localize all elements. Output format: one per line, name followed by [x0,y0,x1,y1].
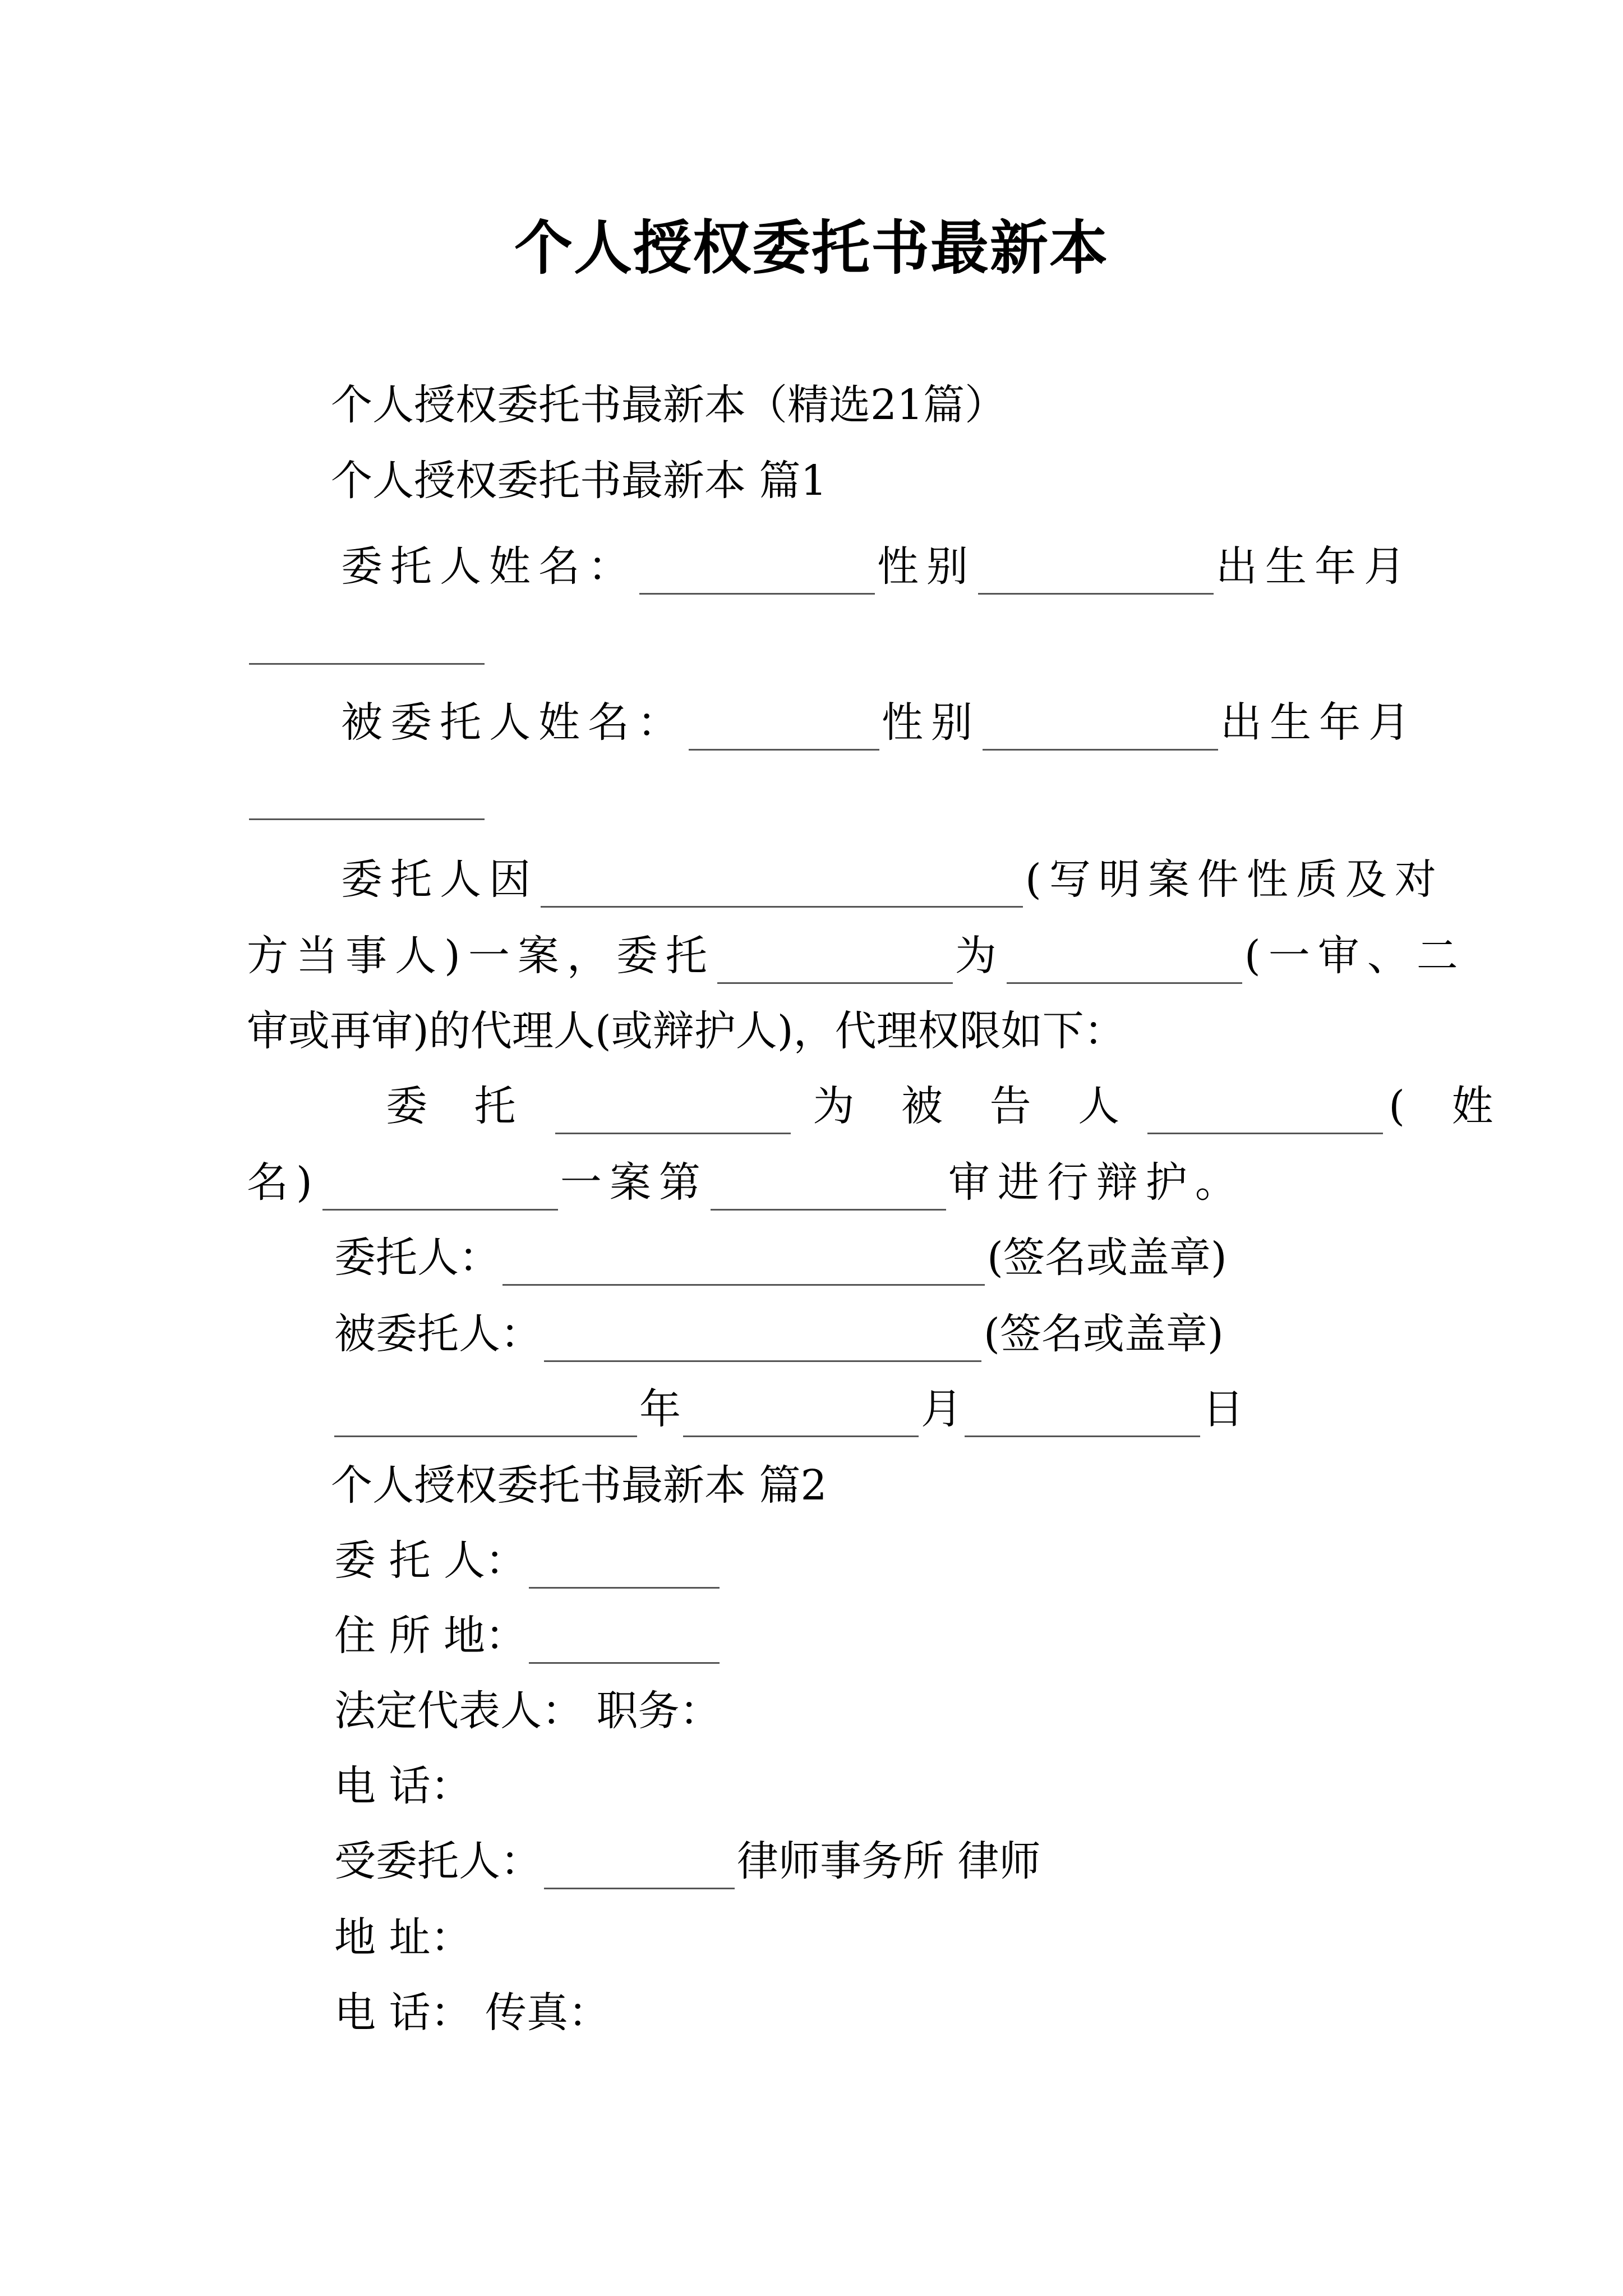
case-prefix: 委托人因 [341,855,538,904]
part2-addr2-text: 地 址： [334,1913,472,1962]
date-year-blank [334,1395,637,1437]
date-month-blank [683,1395,919,1437]
sign-principal-line [334,1230,1227,1286]
case-line2-c: (一审、二 [1244,932,1466,980]
agent-name-label: 被委托人姓名： [341,698,686,747]
sign-agent-label: 被委托人： [334,1310,542,1358]
auth-c: ( 姓 [1389,1082,1510,1130]
principal-birth-label: 出生年月 [1216,542,1413,591]
agent-birth-label: 出生年月 [1220,698,1418,747]
date-month-label: 月 [921,1385,962,1433]
agent-name-blank [689,708,879,751]
part2-phone-fax-text: 电 话： 传真： [334,1989,610,2037]
part2-phone-line [334,1758,472,1814]
principal-info-line [341,539,1413,595]
date-line [334,1381,1244,1437]
agent-gender-label: 性别 [882,698,980,747]
subtitle [331,377,1006,433]
part2-legal-rep-line [334,1683,721,1739]
sign-principal-suffix: (签名或盖章) [987,1234,1227,1282]
agent-gender-blank [983,708,1218,751]
agent-info-line [341,694,1418,751]
auth-line2-a: 名) [247,1158,320,1207]
part2-address-label: 住 所 地： [334,1612,527,1660]
part2-address-line [334,1608,722,1664]
sign-principal-blank [502,1244,985,1286]
agent-birth-blank [249,778,485,820]
case-entrust-blank [717,942,953,984]
subtitle-text: 个人授权委托书最新本（精选21篇） [331,381,1007,429]
auth-name-blank [322,1168,558,1211]
part2-agent-line [334,1833,1041,1889]
principal-gender-blank [978,553,1214,595]
auth-blank-2 [1147,1092,1383,1134]
part1-heading-text: 个人授权委托书最新本 篇1 [331,457,827,505]
auth-a: 委 托 [386,1082,533,1130]
part2-agent-label: 受委托人： [334,1837,542,1885]
part2-agent-blank [544,1847,735,1889]
case-line-1 [341,852,1444,908]
principal-name-label: 委托人姓名： [341,542,637,591]
part2-phone-text: 电 话： [334,1762,472,1810]
case-line-2 [247,928,1466,984]
part2-principal-line [334,1533,722,1589]
part2-addr2-line [334,1910,472,1966]
part1-heading [331,453,827,509]
part2-phone-fax-line [334,1985,610,2041]
principal-birth-blank [249,623,485,665]
date-day-label: 日 [1202,1385,1244,1433]
part2-principal-blank [529,1547,720,1589]
document-title: 个人授权委托书最新本 [514,213,1109,282]
auth-blank-1 [555,1092,791,1134]
case-line3-text: 审或再审)的代理人(或辩护人)，代理权限如下： [247,1007,1126,1055]
sign-agent-blank [544,1320,981,1362]
part2-legal-rep-text: 法定代表人： 职务： [334,1687,721,1735]
authority-line-1 [386,1078,1510,1134]
date-day-blank [965,1395,1200,1437]
part2-principal-label: 委 托 人： [334,1536,527,1585]
sign-principal-label: 委托人： [334,1234,500,1282]
case-blank [541,866,1023,908]
case-line-3 [247,1003,1126,1059]
auth-line2-c: 审进行辩护。 [948,1158,1244,1207]
part2-address-blank [529,1622,720,1664]
auth-line2-b: 一案第 [560,1158,708,1207]
case-line2-a: 方当事人)一案，委托 [247,932,715,980]
sign-agent-line [334,1306,1224,1362]
authority-line-2 [247,1154,1244,1211]
part2-heading [331,1457,827,1513]
auth-instance-blank [711,1168,946,1211]
auth-b: 为 被 告 人 [813,1082,1137,1130]
sign-agent-suffix: (签名或盖章) [984,1310,1224,1358]
principal-name-blank [639,553,875,595]
case-role-blank [1007,942,1242,984]
part2-agent-suffix: 律师事务所 律师 [737,1837,1041,1885]
principal-gender-label: 性别 [877,542,976,591]
case-suffix: (写明案件性质及对 [1025,855,1444,904]
part2-heading-text: 个人授权委托书最新本 篇2 [331,1461,827,1510]
date-year-label: 年 [639,1385,681,1433]
case-line2-b: 为 [955,932,1004,980]
